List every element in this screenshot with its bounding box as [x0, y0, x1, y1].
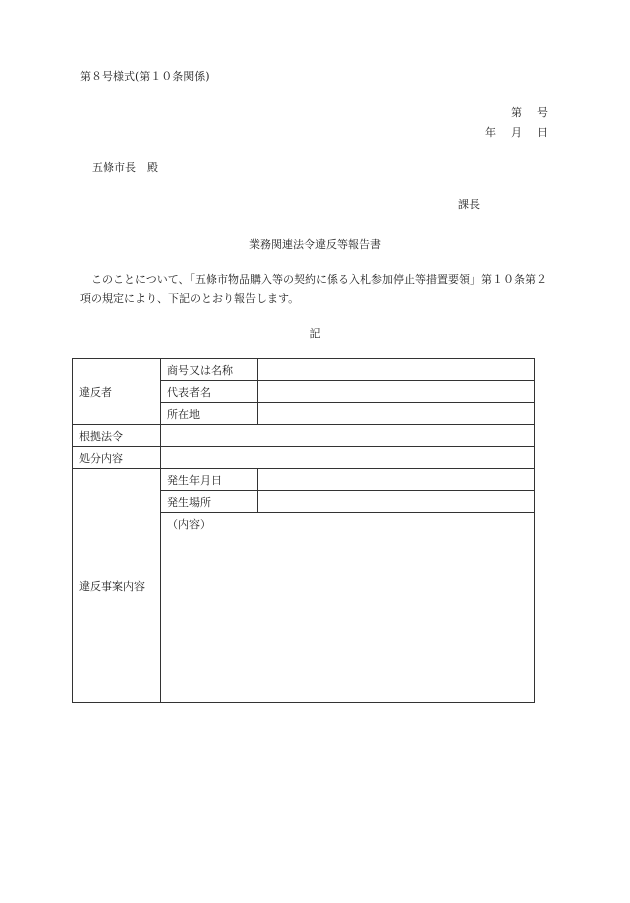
date-line: 年 月 日 [485, 126, 550, 139]
address-field[interactable] [258, 403, 535, 425]
table-row [73, 425, 535, 447]
legal-basis-label: 根拠法令 [73, 425, 161, 447]
disposition-label: 処分内容 [73, 447, 161, 469]
address-label: 所在地 [161, 403, 258, 425]
company-name-field[interactable] [258, 359, 535, 381]
document-title: 業務関連法令違反等報告書 [249, 238, 381, 251]
representative-label: 代表者名 [161, 381, 258, 403]
representative-field[interactable] [258, 381, 535, 403]
document-number-line: 第 号 [511, 106, 550, 119]
company-name-label: 商号又は名称 [161, 359, 258, 381]
occurrence-place-field[interactable] [258, 491, 535, 513]
sender-title: 課長 [458, 198, 480, 211]
body-paragraph: このことについて、「五條市物品購入等の契約に係る入札参加停止等措置要領」第１０条第２項の規定により、下記のとおり報告します。 [80, 273, 548, 305]
ki-heading: 記 [309, 327, 321, 340]
table-row [73, 447, 535, 469]
incident-content-field[interactable]: （内容） [161, 513, 535, 703]
violator-label: 違反者 [73, 359, 161, 425]
legal-basis-field[interactable] [161, 425, 535, 447]
report-table [72, 358, 535, 703]
occurrence-place-label: 発生場所 [161, 491, 258, 513]
table-row [73, 469, 535, 491]
form-number: 第８号様式(第１０条関係) [80, 70, 210, 83]
table-row [73, 359, 535, 381]
addressee: 五條市長 殿 [92, 161, 158, 174]
occurrence-date-field[interactable] [258, 469, 535, 491]
incident-label: 違反事案内容 [73, 469, 161, 703]
disposition-field[interactable] [161, 447, 535, 469]
occurrence-date-label: 発生年月日 [161, 469, 258, 491]
